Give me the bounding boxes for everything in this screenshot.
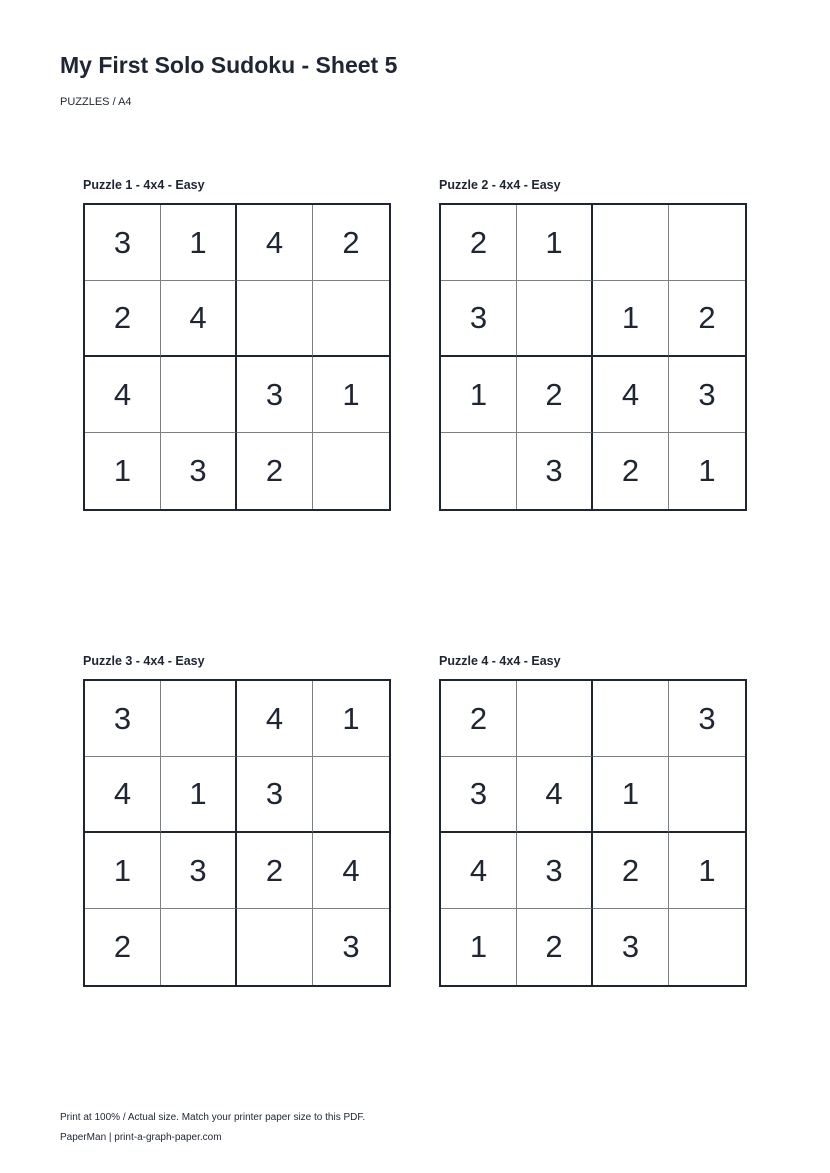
sudoku-cell: 3 — [85, 681, 161, 757]
page-title: My First Solo Sudoku - Sheet 5 — [60, 52, 398, 78]
sudoku-cell: 1 — [161, 205, 237, 281]
sudoku-cell: 1 — [441, 357, 517, 433]
sudoku-cell: 2 — [441, 681, 517, 757]
sudoku-cell: 2 — [593, 833, 669, 909]
sudoku-cell: 1 — [669, 833, 745, 909]
sudoku-cell: 3 — [161, 433, 237, 509]
sudoku-cell: 4 — [313, 833, 389, 909]
sudoku-cell — [313, 757, 389, 833]
sudoku-cell: 3 — [342, 929, 360, 964]
sudoku-cell — [237, 281, 313, 357]
sudoku-grid — [439, 203, 747, 511]
sudoku-cell: 3 — [85, 205, 161, 281]
sudoku-cell — [441, 433, 517, 509]
brand-credit: PaperMan | print-a-graph-paper.com — [60, 1132, 222, 1143]
sudoku-cell — [669, 205, 745, 281]
sudoku-cell: 2 — [313, 205, 389, 281]
sudoku-cell: 2 — [517, 357, 593, 433]
sudoku-cell: 2 — [669, 281, 745, 357]
sudoku-cell: 1 — [593, 757, 669, 833]
sudoku-cell: 3 — [593, 909, 669, 985]
sudoku-cell: 2 — [237, 833, 313, 909]
sudoku-cell: 1 — [698, 453, 716, 488]
sudoku-cell — [161, 909, 237, 985]
sudoku-cell — [517, 681, 593, 757]
sudoku-cell: 1 — [441, 909, 517, 985]
sudoku-cell: 1 — [85, 833, 161, 909]
sudoku-cell: 3 — [517, 833, 593, 909]
sudoku-cell: 3 — [441, 281, 517, 357]
sudoku-cell: 2 — [593, 433, 669, 509]
sudoku-cell — [517, 281, 593, 357]
sudoku-cell: 4 — [85, 357, 161, 433]
sudoku-cell: 1 — [313, 681, 389, 757]
puzzle-title: Puzzle 1 - 4x4 - Easy — [83, 178, 205, 192]
sudoku-cell: 1 — [161, 757, 237, 833]
sudoku-cell — [161, 681, 237, 757]
sudoku-cell: 4 — [237, 681, 313, 757]
puzzle-title: Puzzle 4 - 4x4 - Easy — [439, 654, 561, 668]
sudoku-cell: 4 — [593, 357, 669, 433]
sudoku-cell — [669, 757, 745, 833]
sudoku-cell: 3 — [161, 833, 237, 909]
sudoku-cell: 1 — [517, 205, 593, 281]
sudoku-cell: 4 — [161, 281, 237, 357]
sudoku-cell: 3 — [669, 681, 745, 757]
sudoku-cell — [593, 205, 669, 281]
sudoku-cell — [593, 681, 669, 757]
page-subtitle: PUZZLES / A4 — [60, 96, 132, 108]
sudoku-cell: 4 — [85, 757, 161, 833]
sudoku-cell: 3 — [237, 357, 313, 433]
sudoku-cell — [313, 281, 389, 357]
sudoku-cell: 3 — [669, 357, 745, 433]
sudoku-cell — [161, 357, 237, 433]
sudoku-cell: 1 — [85, 433, 161, 509]
sudoku-cell: 2 — [441, 205, 517, 281]
sudoku-cell: 3 — [237, 757, 313, 833]
sudoku-cell: 2 — [237, 433, 313, 509]
sudoku-cell: 4 — [441, 833, 517, 909]
sudoku-cell: 3 — [517, 433, 593, 509]
sudoku-cell — [313, 433, 389, 509]
sudoku-cell: 2 — [85, 281, 161, 357]
print-instructions: Print at 100% / Actual size. Match your printer paper size to this PDF. — [60, 1112, 366, 1123]
puzzle-title: Puzzle 3 - 4x4 - Easy — [83, 654, 205, 668]
sudoku-grid — [83, 679, 391, 987]
sudoku-cell — [669, 909, 745, 985]
sudoku-cell: 3 — [441, 757, 517, 833]
sudoku-cell: 4 — [517, 757, 593, 833]
sudoku-cell: 2 — [85, 909, 161, 985]
puzzle-title: Puzzle 2 - 4x4 - Easy — [439, 178, 561, 192]
sudoku-grid — [439, 679, 747, 987]
sudoku-cell: 4 — [237, 205, 313, 281]
sudoku-cell: 1 — [593, 281, 669, 357]
sudoku-cell — [237, 909, 313, 985]
sudoku-cell: 2 — [517, 909, 593, 985]
sudoku-grid — [83, 203, 391, 511]
sudoku-cell: 1 — [313, 357, 389, 433]
